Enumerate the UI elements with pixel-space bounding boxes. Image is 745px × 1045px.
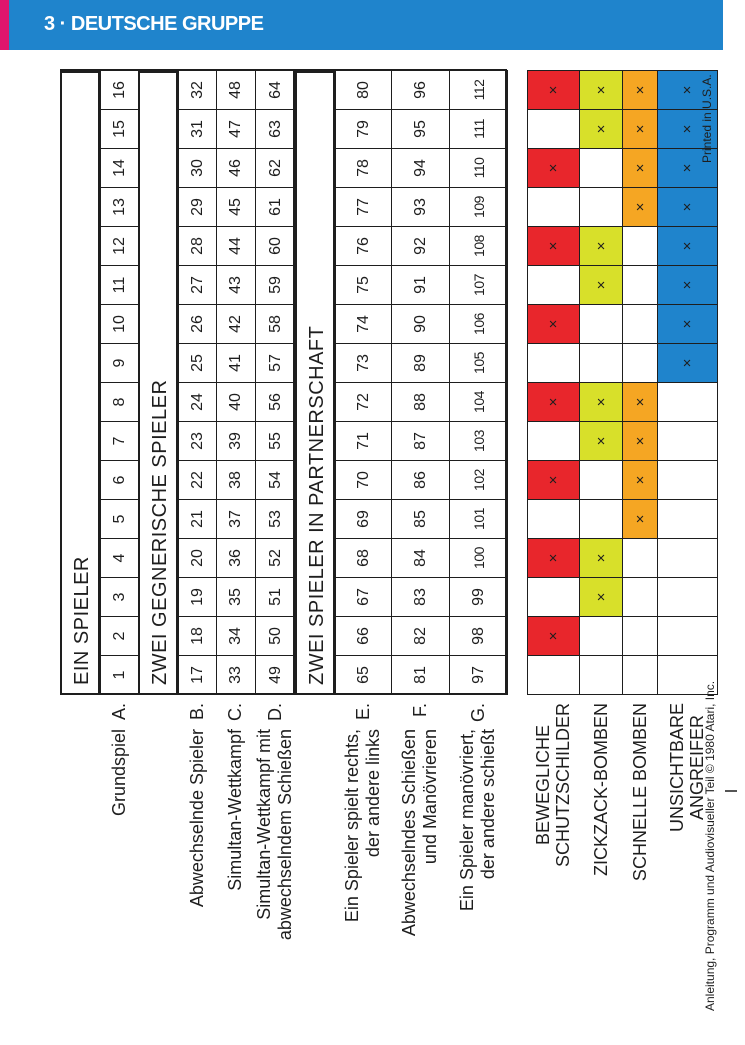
game-number-cell: 87 (391, 421, 450, 461)
game-number-cell: 71 (335, 421, 392, 461)
game-number-cell: 103 (449, 421, 508, 461)
game-number-cell: 91 (391, 265, 450, 305)
game-number-cell: 6 (100, 460, 139, 500)
option-label: SCHNELLE BOMBEN (629, 703, 650, 882)
game-number-cell: 74 (335, 304, 392, 344)
game-number-cell: 19 (178, 577, 217, 617)
game-number-cell: 89 (391, 343, 450, 383)
game-label (225, 703, 246, 891)
option-mark-cell: × (622, 109, 658, 149)
game-number-grid (60, 63, 720, 695)
game-number-cell: 2 (100, 616, 139, 656)
option-empty-cell (622, 655, 658, 695)
option-mark-cell: × (579, 421, 623, 461)
game-number-cell: 42 (216, 304, 256, 344)
game-number-cell: 38 (216, 460, 256, 500)
game-number-cell: 45 (216, 187, 256, 227)
game-number-cell: 66 (335, 616, 392, 656)
game-number-cell: 36 (216, 538, 256, 578)
game-number-cell: 15 (100, 109, 139, 149)
game-number-cell: 30 (178, 148, 217, 188)
option-empty-cell (579, 655, 623, 695)
game-number-cell: 64 (255, 70, 296, 110)
option-empty-cell (657, 616, 718, 656)
game-number-cell: 3 (100, 577, 139, 617)
game-number-cell: 76 (335, 226, 392, 266)
option-empty-cell (579, 148, 623, 188)
game-letter: A. (108, 703, 129, 721)
game-number-cell: 22 (178, 460, 217, 500)
option-mark-cell: × (527, 226, 580, 266)
page-title: 3 · DEUTSCHE GRUPPE (44, 13, 264, 35)
option-empty-cell (527, 265, 580, 305)
option-mark-cell: × (657, 265, 718, 305)
game-number-cell: 73 (335, 343, 392, 383)
option-mark-cell: × (657, 304, 718, 344)
game-name: Simultan-Wettkampf (225, 729, 245, 891)
game-number-cell: 77 (335, 187, 392, 227)
game-name: Abwechselnde Spieler (186, 729, 207, 908)
game-number-cell: 58 (255, 304, 296, 344)
option-empty-cell (579, 343, 623, 383)
option-mark-cell: × (657, 187, 718, 227)
game-letter: G. (467, 703, 488, 723)
option-empty-cell (622, 343, 658, 383)
game-number-cell: 90 (391, 304, 450, 344)
option-empty-cell (579, 499, 623, 539)
option-label: BEWEGLICHE SCHUTZSCHILDER (533, 703, 573, 868)
game-number-cell: 108 (449, 226, 508, 266)
option-label: ZICKZACK-BOMBEN (590, 703, 611, 877)
option-mark-cell: × (527, 304, 580, 344)
game-label (187, 703, 208, 907)
option-mark-cell: × (622, 421, 658, 461)
game-number-cell: 13 (100, 187, 139, 227)
game-number-cell: 23 (178, 421, 217, 461)
game-name: Grundspiel (108, 729, 129, 817)
option-mark-cell: × (579, 538, 623, 578)
option-mark-cell: × (622, 148, 658, 188)
game-number-cell: 12 (100, 226, 139, 266)
game-name: Abwechselndes Schießen und Manövrieren (399, 729, 440, 937)
game-number-cell: 78 (335, 148, 392, 188)
game-number-cell: 5 (100, 499, 139, 539)
option-mark-cell: × (622, 499, 658, 539)
page-header (0, 0, 745, 50)
game-number-cell: 75 (335, 265, 392, 305)
game-letter: D. (264, 703, 285, 721)
game-number-cell: 86 (391, 460, 450, 500)
margin-tick (725, 790, 737, 792)
game-number-cell: 40 (216, 382, 256, 422)
option-empty-cell (657, 538, 718, 578)
game-label (342, 703, 384, 922)
game-number-cell: 32 (178, 70, 217, 110)
game-number-cell: 37 (216, 499, 256, 539)
game-number-cell: 80 (335, 70, 392, 110)
option-mark-cell: × (527, 616, 580, 656)
game-number-cell: 10 (100, 304, 139, 344)
option-mark-cell: × (579, 577, 623, 617)
game-number-cell: 34 (216, 616, 256, 656)
game-number-cell: 11 (100, 265, 139, 305)
option-mark-cell: × (622, 70, 658, 110)
game-number-cell: 48 (216, 70, 256, 110)
section-header-two-partners: ZWEI SPIELER IN PARTNERSCHAFT (295, 71, 335, 695)
option-empty-cell (657, 382, 718, 422)
game-number-cell: 56 (255, 382, 296, 422)
game-number-cell: 53 (255, 499, 296, 539)
game-number-cell: 17 (178, 655, 217, 695)
game-number-cell: 68 (335, 538, 392, 578)
game-number-cell: 99 (449, 577, 508, 617)
option-empty-cell (527, 577, 580, 617)
option-mark-cell: × (527, 382, 580, 422)
option-empty-cell (579, 616, 623, 656)
game-selection-chart (60, 63, 720, 1015)
option-empty-cell (657, 460, 718, 500)
option-mark-cell: × (527, 538, 580, 578)
option-empty-cell (622, 226, 658, 266)
option-mark-cell: × (622, 187, 658, 227)
game-number-cell: 104 (449, 382, 508, 422)
game-number-cell: 105 (449, 343, 508, 383)
game-label (254, 703, 296, 940)
game-number-cell: 57 (255, 343, 296, 383)
game-number-cell: 102 (449, 460, 508, 500)
game-number-cell: 94 (391, 148, 450, 188)
game-number-cell: 79 (335, 109, 392, 149)
option-empty-cell (657, 577, 718, 617)
option-mark-cell: × (527, 70, 580, 110)
option-empty-cell (579, 460, 623, 500)
game-number-cell: 88 (391, 382, 450, 422)
game-number-cell: 65 (335, 655, 392, 695)
game-number-cell: 111 (449, 109, 508, 149)
game-number-cell: 25 (178, 343, 217, 383)
game-number-cell: 33 (216, 655, 256, 695)
option-label: UNSICHTBARE ANGREIFER (667, 703, 707, 833)
option-empty-cell (657, 421, 718, 461)
game-number-cell: 61 (255, 187, 296, 227)
header-edge (723, 0, 745, 50)
game-number-cell: 81 (391, 655, 450, 695)
game-number-cell: 20 (178, 538, 217, 578)
game-letter: B. (186, 703, 207, 721)
option-empty-cell (622, 538, 658, 578)
option-mark-cell: × (657, 70, 718, 110)
option-mark-cell: × (622, 382, 658, 422)
game-name: Ein Spieler manövriert, der andere schießt (457, 729, 498, 912)
game-number-cell: 18 (178, 616, 217, 656)
game-number-cell: 44 (216, 226, 256, 266)
game-number-cell: 101 (449, 499, 508, 539)
game-number-cell: 52 (255, 538, 296, 578)
game-number-cell: 106 (449, 304, 508, 344)
game-number-cell: 92 (391, 226, 450, 266)
game-number-cell: 62 (255, 148, 296, 188)
option-empty-cell (527, 187, 580, 227)
option-mark-cell: × (579, 382, 623, 422)
game-number-cell: 9 (100, 343, 139, 383)
option-empty-cell (622, 265, 658, 305)
option-mark-cell: × (657, 148, 718, 188)
game-number-cell: 1 (100, 655, 139, 695)
game-number-cell: 41 (216, 343, 256, 383)
option-mark-cell: × (579, 226, 623, 266)
game-number-cell: 98 (449, 616, 508, 656)
game-number-cell: 54 (255, 460, 296, 500)
option-mark-cell: × (527, 148, 580, 188)
game-number-cell: 49 (255, 655, 296, 695)
option-mark-cell: × (579, 70, 623, 110)
game-number-cell: 84 (391, 538, 450, 578)
option-empty-cell (579, 304, 623, 344)
game-number-cell: 63 (255, 109, 296, 149)
game-number-cell: 50 (255, 616, 296, 656)
section-header-one-player: EIN SPIELER (60, 71, 100, 695)
game-number-cell: 14 (100, 148, 139, 188)
option-mark-cell: × (579, 265, 623, 305)
option-empty-cell (527, 343, 580, 383)
game-number-cell: 112 (449, 70, 508, 110)
game-number-cell: 46 (216, 148, 256, 188)
game-number-cell: 85 (391, 499, 450, 539)
game-label (399, 703, 441, 936)
game-number-cell: 60 (255, 226, 296, 266)
game-letter: E. (352, 703, 373, 721)
game-number-cell: 69 (335, 499, 392, 539)
game-number-cell: 47 (216, 109, 256, 149)
game-number-cell: 43 (216, 265, 256, 305)
game-number-cell: 28 (178, 226, 217, 266)
game-label (109, 703, 130, 816)
option-mark-cell: × (527, 460, 580, 500)
option-empty-cell (657, 499, 718, 539)
game-number-cell: 26 (178, 304, 217, 344)
game-number-cell: 4 (100, 538, 139, 578)
option-empty-cell (622, 577, 658, 617)
game-letter: C. (225, 703, 245, 721)
game-number-cell: 8 (100, 382, 139, 422)
game-number-cell: 96 (391, 70, 450, 110)
game-number-cell: 24 (178, 382, 217, 422)
game-number-cell: 72 (335, 382, 392, 422)
game-number-cell: 83 (391, 577, 450, 617)
game-number-cell: 97 (449, 655, 508, 695)
game-number-cell: 51 (255, 577, 296, 617)
game-number-cell: 82 (391, 616, 450, 656)
game-name: Simultan-Wettkampf mit abwechselndem Schießen (254, 729, 295, 941)
game-number-cell: 27 (178, 265, 217, 305)
option-mark-cell: × (579, 109, 623, 149)
option-mark-cell: × (657, 226, 718, 266)
game-number-cell: 67 (335, 577, 392, 617)
option-empty-cell (527, 655, 580, 695)
option-empty-cell (622, 616, 658, 656)
section-header-two-opponents: ZWEI GEGNERISCHE SPIELER (138, 71, 178, 695)
option-empty-cell (527, 421, 580, 461)
game-number-cell: 35 (216, 577, 256, 617)
game-number-cell: 21 (178, 499, 217, 539)
game-number-cell: 70 (335, 460, 392, 500)
game-number-cell: 55 (255, 421, 296, 461)
option-empty-cell (527, 109, 580, 149)
game-letter: F. (409, 703, 430, 718)
option-empty-cell (579, 187, 623, 227)
game-number-cell: 93 (391, 187, 450, 227)
game-name: Ein Spieler spielt rechts, der andere links (342, 729, 383, 923)
option-mark-cell: × (657, 343, 718, 383)
game-number-cell: 107 (449, 265, 508, 305)
game-label (457, 703, 499, 911)
game-number-cell: 59 (255, 265, 296, 305)
game-number-cell: 39 (216, 421, 256, 461)
game-number-cell: 95 (391, 109, 450, 149)
game-number-cell: 31 (178, 109, 217, 149)
option-empty-cell (527, 499, 580, 539)
printed-in-note: Printed in U.S.A. (700, 74, 714, 163)
option-empty-cell (622, 304, 658, 344)
copyright-credit: Anleitung, Programm und Audiovisueller Teil © 1980 Atari, Inc. (703, 680, 717, 1011)
game-number-cell: 109 (449, 187, 508, 227)
option-mark-cell: × (622, 460, 658, 500)
game-number-cell: 29 (178, 187, 217, 227)
row-labels (60, 695, 720, 1015)
game-number-cell: 16 (100, 70, 139, 110)
option-mark-cell: × (657, 109, 718, 149)
header-accent-stripe (0, 0, 9, 50)
game-number-cell: 7 (100, 421, 139, 461)
game-number-cell: 100 (449, 538, 508, 578)
game-number-cell: 110 (449, 148, 508, 188)
